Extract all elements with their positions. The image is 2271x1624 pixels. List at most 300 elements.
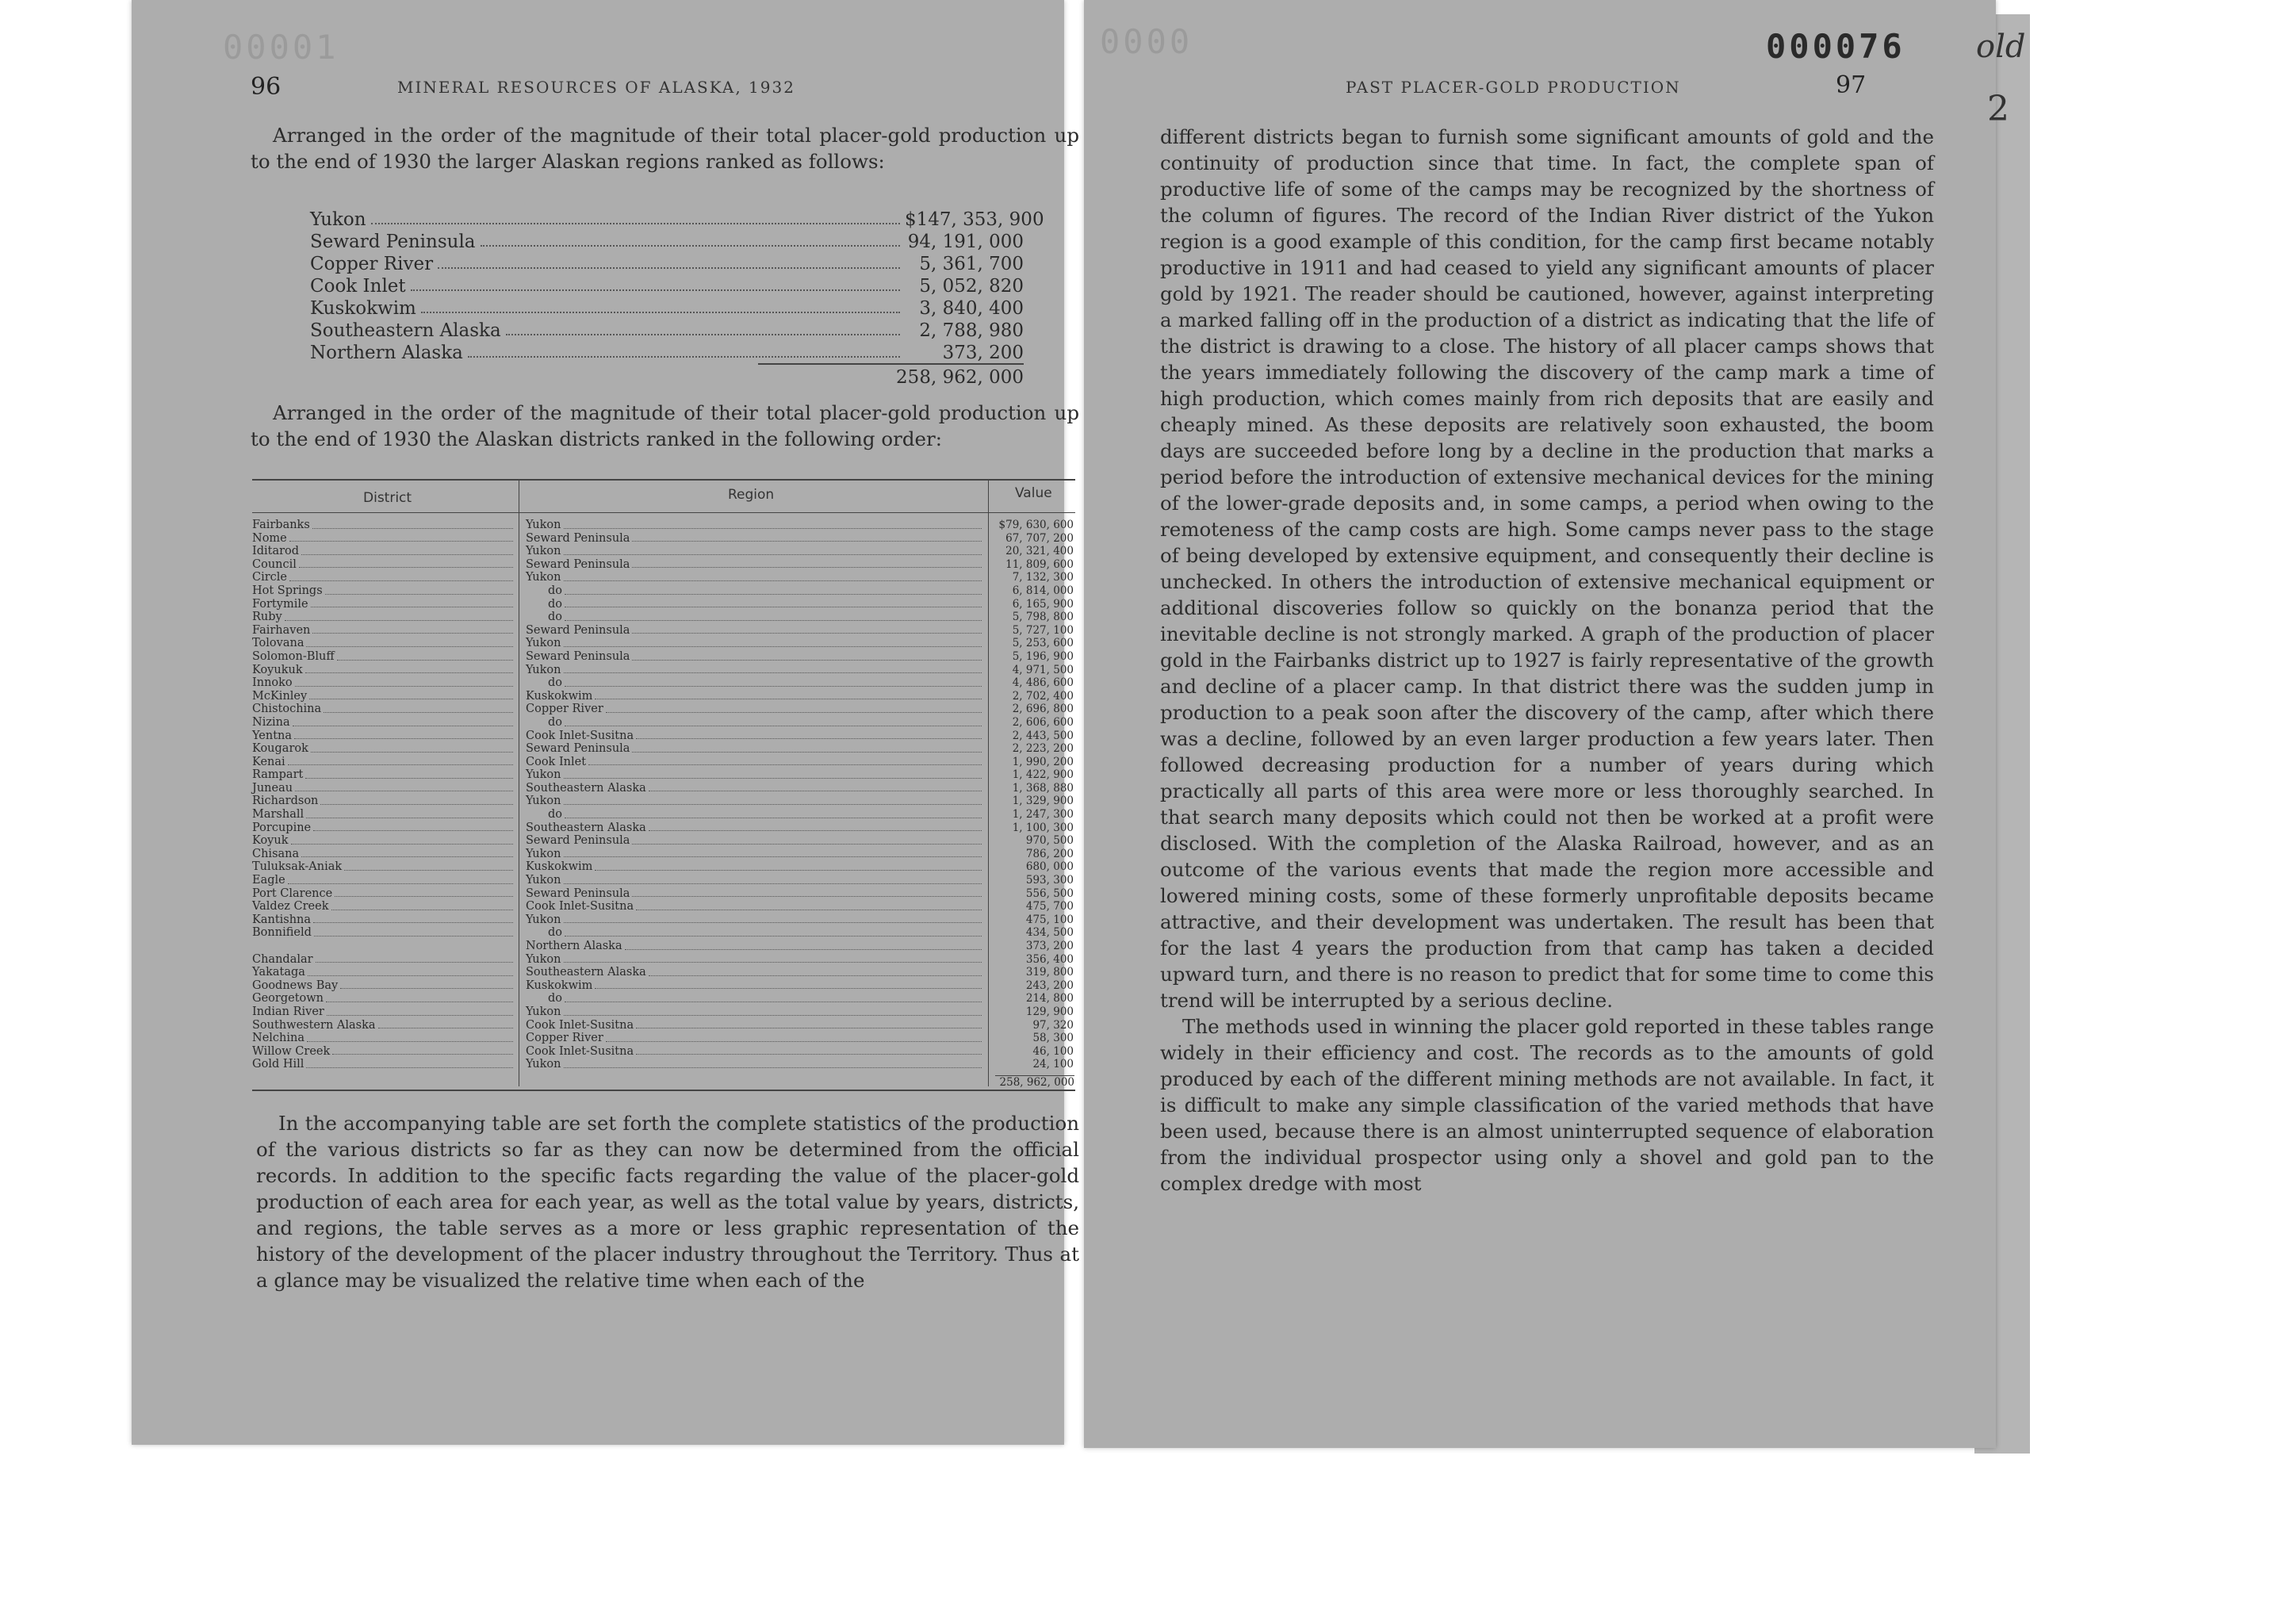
region-value: 5, 052, 820 bbox=[919, 276, 1024, 297]
leader-dots bbox=[636, 1045, 982, 1055]
region-column bbox=[526, 519, 984, 1071]
value-cell bbox=[991, 637, 1074, 650]
leader-dots bbox=[606, 703, 982, 713]
district-cell bbox=[252, 690, 515, 703]
leader-dots bbox=[293, 716, 513, 726]
value-text: 970, 500 bbox=[1025, 834, 1074, 848]
district-cell bbox=[252, 926, 515, 940]
district-text: Nelchina bbox=[252, 1032, 304, 1045]
region-text: Yukon bbox=[526, 1005, 561, 1018]
district-cell bbox=[252, 822, 515, 835]
value-cell bbox=[991, 822, 1074, 835]
region-cell bbox=[526, 953, 984, 967]
district-cell bbox=[252, 848, 515, 861]
region-text: Yukon bbox=[526, 913, 561, 926]
district-text: Chisana bbox=[252, 847, 300, 860]
closing-paragraph-text: In the accompanying table are set forth the complete statistics of the production of the various districts so far as they can now be determined from the official records. In addition to the specific facts regarding the value of the placer-gold production of each area for each year, as well as the total value by years, districts, and regions, the table serves as a more or less graphic representation of the history of the development of the placer industry throughout the Territory. Thus at a glance may be visualized the relative time when each of the bbox=[256, 1112, 1079, 1292]
leader-dots bbox=[313, 822, 513, 832]
leader-dots bbox=[564, 953, 982, 963]
leader-dots bbox=[506, 334, 900, 335]
value-cell bbox=[991, 676, 1074, 690]
value-cell bbox=[991, 914, 1074, 927]
district-cell bbox=[252, 558, 515, 572]
leader-dots bbox=[306, 808, 513, 818]
leader-dots bbox=[288, 756, 513, 766]
value-cell bbox=[991, 940, 1074, 953]
region-cell bbox=[526, 650, 984, 664]
district-cell bbox=[252, 914, 515, 927]
region-rank-row bbox=[310, 274, 1024, 297]
leader-dots bbox=[565, 808, 982, 818]
value-cell bbox=[991, 1058, 1074, 1071]
leader-dots bbox=[649, 966, 982, 976]
value-cell bbox=[991, 860, 1074, 874]
leader-dots bbox=[632, 650, 982, 661]
region-name: Southeastern Alaska bbox=[310, 320, 501, 341]
leader-dots bbox=[564, 914, 982, 924]
district-cell bbox=[252, 1058, 515, 1071]
district-cell bbox=[252, 1032, 515, 1045]
district-cell bbox=[252, 519, 515, 532]
leader-dots bbox=[306, 637, 513, 647]
region-cell bbox=[526, 519, 984, 532]
value-cell bbox=[991, 887, 1074, 901]
district-text: Innoko bbox=[252, 676, 293, 690]
value-column bbox=[991, 519, 1074, 1071]
district-text: Yentna bbox=[252, 729, 293, 742]
leader-dots bbox=[307, 1032, 513, 1042]
value-text: 1, 422, 900 bbox=[1012, 768, 1074, 782]
region-text: Seward Peninsula bbox=[526, 742, 630, 756]
value-text: $79, 630, 600 bbox=[998, 519, 1074, 531]
region-cell bbox=[526, 1032, 984, 1045]
region-cell bbox=[526, 887, 984, 901]
region-rank-row bbox=[310, 319, 1024, 341]
value-text: 6, 814, 000 bbox=[1012, 584, 1074, 597]
leader-dots bbox=[565, 611, 982, 621]
value-cell bbox=[991, 1005, 1074, 1019]
value-cell bbox=[991, 584, 1074, 598]
region-cell bbox=[526, 834, 984, 848]
leader-dots bbox=[291, 834, 514, 845]
value-text: 786, 200 bbox=[1025, 847, 1074, 860]
region-rank-row bbox=[310, 208, 1044, 230]
leader-dots bbox=[411, 289, 900, 291]
district-text: Yakataga bbox=[252, 966, 305, 979]
district-cell bbox=[252, 782, 515, 795]
district-cell bbox=[252, 571, 515, 584]
region-value: $147, 353, 900 bbox=[905, 209, 1044, 230]
district-cell bbox=[252, 598, 515, 611]
district-text: Bonnifield bbox=[252, 926, 312, 940]
region-cell bbox=[526, 1019, 984, 1032]
leader-dots bbox=[313, 914, 513, 924]
district-text: Tolovana bbox=[252, 637, 304, 650]
region-name: Cook Inlet bbox=[310, 276, 406, 297]
region-text: Seward Peninsula bbox=[526, 623, 630, 637]
district-text: Willow Creek bbox=[252, 1044, 331, 1058]
district-cell bbox=[252, 532, 515, 546]
value-text: 1, 990, 200 bbox=[1012, 755, 1074, 768]
district-text: Fortymile bbox=[252, 597, 308, 611]
leader-dots bbox=[564, 1058, 982, 1068]
value-cell bbox=[991, 650, 1074, 664]
district-cell bbox=[252, 756, 515, 769]
region-text: Southeastern Alaska bbox=[526, 966, 646, 979]
leader-dots bbox=[314, 926, 513, 936]
leader-dots bbox=[565, 992, 982, 1002]
leader-dots bbox=[320, 795, 513, 805]
region-text: Kuskokwim bbox=[526, 979, 593, 992]
leader-dots bbox=[606, 1032, 982, 1042]
running-head: PAST PLACER-GOLD PRODUCTION bbox=[1346, 78, 1681, 97]
region-value: 2, 788, 980 bbox=[919, 320, 1024, 341]
district-cell bbox=[252, 545, 515, 558]
value-text: 6, 165, 900 bbox=[1012, 597, 1074, 611]
district-cell bbox=[252, 676, 515, 690]
region-cell bbox=[526, 808, 984, 822]
leader-dots bbox=[299, 558, 513, 569]
value-cell bbox=[991, 730, 1074, 743]
leader-dots bbox=[324, 703, 513, 713]
leader-dots bbox=[632, 624, 982, 634]
region-text: Kuskokwim bbox=[526, 689, 593, 703]
leader-dots bbox=[311, 742, 513, 753]
region-text: Northern Alaska bbox=[526, 940, 622, 952]
regions-intro bbox=[251, 122, 1079, 174]
regions-ranking-list bbox=[310, 208, 1044, 363]
district-header: District bbox=[363, 490, 412, 506]
region-text: Seward Peninsula bbox=[526, 649, 630, 663]
leader-dots bbox=[564, 848, 982, 858]
value-text: 1, 247, 300 bbox=[1012, 808, 1074, 822]
leader-dots bbox=[595, 979, 982, 990]
district-text: Eagle bbox=[252, 874, 285, 887]
value-text: 593, 300 bbox=[1025, 874, 1074, 887]
leader-dots bbox=[340, 979, 513, 990]
value-text: 556, 500 bbox=[1025, 887, 1074, 900]
leader-dots bbox=[565, 676, 982, 687]
leader-dots bbox=[564, 519, 982, 529]
district-text: Ruby bbox=[252, 611, 282, 624]
table-total: 258, 962, 000 bbox=[995, 1075, 1074, 1089]
region-text: Cook Inlet bbox=[526, 755, 587, 768]
leader-dots bbox=[564, 545, 982, 555]
value-text: 243, 200 bbox=[1025, 979, 1074, 992]
region-text: Cook Inlet-Susitna bbox=[526, 1018, 634, 1032]
regions-intro-text: Arranged in the order of the magnitude of their total placer-gold production up to the end of 1930 the larger Alaskan regions ranked as follows: bbox=[251, 124, 1079, 173]
leader-dots bbox=[649, 822, 982, 832]
value-text: 67, 707, 200 bbox=[1005, 531, 1074, 545]
value-cell bbox=[991, 808, 1074, 822]
district-text: Hot Springs bbox=[252, 584, 323, 597]
region-cell bbox=[526, 822, 984, 835]
region-text: Seward Peninsula bbox=[526, 887, 630, 900]
value-cell bbox=[991, 703, 1074, 716]
paragraph-1: different districts began to furnish some significant amounts of gold and the continuity of production since that time. In fact, the complete span of productive life of some of the camps may be recognized by the shortness of the column of figures. The record of the Indian River district of the Yukon region is a good example of this condition, for the camp first became notably productive in 1911 and had ceased to yield any significant amounts of placer gold by 1921. The reader should be cautioned, however, against interpreting a marked falling off in the production of a district as indicating that the life of the district is drawing to a close. The history of all placer camps shows that the years immediately following the discovery of the camp mark a time of high production, which comes mainly from rich deposits that are easily and cheaply mined. As these deposits are relatively soon exhausted, the boom days are succeeded before long by a decline in the production that marks a period before the introduction of extensive mechanical devices for the mining of the lower-grade deposits and, in some camps, a period when owing to the remoteness of the camp costs are high. Some camps never pass to the stage of being developed by extensive equipment, and consequently their decline is unchecked. In others the introduction of extensive mechanical equipment or additional discoveries follow so quickly on the bonanza period that the inevitable decline is not strongly marked. A graph of the production of placer gold in the Fairbanks district up to 1927 is fairly representative of the growth and decline of a placer camp. In that district there was the sudden jump in production to a peak soon after the discovery of the camp, after which there was a decline, followed by an even larger production a few years later. Then followed decreasing production for a number of years during which practically all parts of this area were more or less thoroughly searched. In that search many deposits which could not then be worked at a profit were disclosed. With the completion of the Alaska Railroad, however, and as an outcome of the various events that made the region more accessible and lowered mining costs, some of these formerly unprofitable deposits became attractive, and their development was undertaken. The result has been that for the last 4 years the production from that camp has taken a decided upward turn, and there is no reason to predict that for some time to come this trend will be interrupted by a serious decline. bbox=[1160, 125, 1934, 1012]
value-text: 1, 368, 880 bbox=[1012, 781, 1074, 795]
district-cell bbox=[252, 703, 515, 716]
page-stamp: 000076 bbox=[1766, 27, 1905, 66]
region-cell bbox=[526, 703, 984, 716]
leader-dots bbox=[632, 558, 982, 569]
leader-dots bbox=[331, 900, 513, 910]
value-cell bbox=[991, 664, 1074, 677]
region-cell bbox=[526, 624, 984, 638]
value-text: 97, 320 bbox=[1032, 1018, 1074, 1032]
region-rank-row bbox=[310, 297, 1024, 319]
value-cell bbox=[991, 992, 1074, 1005]
value-header: Value bbox=[1015, 485, 1052, 501]
value-text: 475, 100 bbox=[1025, 913, 1074, 926]
leader-dots bbox=[295, 782, 513, 792]
value-text: 1, 100, 300 bbox=[1012, 821, 1074, 834]
region-cell bbox=[526, 1058, 984, 1071]
value-cell bbox=[991, 1045, 1074, 1059]
region-rank-row bbox=[310, 252, 1024, 274]
district-text: Southwestern Alaska bbox=[252, 1018, 376, 1032]
region-rank-row bbox=[310, 341, 1024, 363]
region-text: Yukon bbox=[526, 1058, 561, 1071]
leader-dots bbox=[326, 992, 513, 1002]
region-cell bbox=[526, 611, 984, 624]
value-cell bbox=[991, 532, 1074, 546]
leader-dots bbox=[564, 571, 982, 581]
leader-dots bbox=[564, 664, 982, 674]
districts-table bbox=[252, 479, 1075, 1090]
district-text: Richardson bbox=[252, 795, 319, 808]
margin-handwriting: old bbox=[1976, 29, 2026, 65]
district-cell bbox=[252, 900, 515, 914]
district-cell bbox=[252, 808, 515, 822]
value-text: 7, 132, 300 bbox=[1012, 571, 1074, 584]
district-cell bbox=[252, 716, 515, 730]
value-cell bbox=[991, 571, 1074, 584]
leader-dots bbox=[311, 598, 513, 608]
value-text: 5, 727, 100 bbox=[1012, 623, 1074, 637]
value-text: 356, 400 bbox=[1025, 952, 1074, 966]
leader-dots bbox=[564, 874, 982, 884]
leader-dots bbox=[595, 690, 982, 700]
region-cell bbox=[526, 992, 984, 1005]
value-cell bbox=[991, 756, 1074, 769]
leader-dots bbox=[468, 356, 900, 358]
faint-page-stamp: 0000 bbox=[1100, 22, 1193, 61]
district-text: Indian River bbox=[252, 1005, 324, 1018]
district-cell bbox=[252, 742, 515, 756]
value-text: 46, 100 bbox=[1032, 1044, 1074, 1058]
leader-dots bbox=[337, 650, 513, 661]
leader-dots bbox=[588, 756, 982, 766]
district-text: Nome bbox=[252, 531, 287, 545]
value-cell bbox=[991, 953, 1074, 967]
running-head: MINERAL RESOURCES OF ALASKA, 1932 bbox=[397, 78, 795, 97]
region-text: Cook Inlet-Susitna bbox=[526, 1044, 634, 1058]
region-cell bbox=[526, 690, 984, 703]
value-text: 1, 329, 900 bbox=[1012, 795, 1074, 808]
district-text: Georgetown bbox=[252, 992, 324, 1005]
value-cell bbox=[991, 690, 1074, 703]
value-text: 2, 606, 600 bbox=[1012, 715, 1074, 729]
region-text: do bbox=[548, 992, 563, 1005]
value-text: 5, 253, 600 bbox=[1012, 637, 1074, 650]
region-cell bbox=[526, 676, 984, 690]
leader-dots bbox=[565, 926, 982, 936]
district-text: Valdez Creek bbox=[252, 900, 329, 914]
region-value: 3, 840, 400 bbox=[919, 298, 1024, 319]
district-cell bbox=[252, 979, 515, 993]
district-text: Porcupine bbox=[252, 821, 312, 834]
value-cell bbox=[991, 611, 1074, 624]
leader-dots bbox=[595, 860, 982, 871]
region-text: Seward Peninsula bbox=[526, 834, 630, 848]
leader-dots bbox=[312, 624, 513, 634]
leader-dots bbox=[565, 716, 982, 726]
region-cell bbox=[526, 914, 984, 927]
region-name: Copper River bbox=[310, 254, 434, 274]
region-text: Seward Peninsula bbox=[526, 557, 630, 571]
districts-intro-text: Arranged in the order of the magnitude of their total placer-gold production up to the end of 1930 the Alaskan districts ranked in the following order: bbox=[251, 401, 1079, 450]
region-cell bbox=[526, 874, 984, 887]
region-text: do bbox=[548, 611, 563, 624]
leader-dots bbox=[301, 848, 513, 858]
page-number: 96 bbox=[251, 73, 281, 101]
region-cell bbox=[526, 637, 984, 650]
leader-dots bbox=[625, 940, 982, 950]
value-cell bbox=[991, 519, 1074, 532]
value-cell bbox=[991, 768, 1074, 782]
region-text: Yukon bbox=[526, 768, 561, 782]
district-text: Kenai bbox=[252, 755, 285, 768]
district-text: McKinley bbox=[252, 689, 308, 703]
region-name: Northern Alaska bbox=[310, 343, 463, 363]
leader-dots bbox=[632, 887, 982, 898]
main-text bbox=[1160, 124, 1934, 1197]
leader-dots bbox=[565, 598, 982, 608]
value-cell bbox=[991, 1019, 1074, 1032]
district-text: Gold Hill bbox=[252, 1058, 304, 1071]
leader-dots bbox=[564, 1005, 982, 1016]
leader-dots bbox=[305, 664, 513, 674]
region-cell bbox=[526, 532, 984, 546]
region-text: Kuskokwim bbox=[526, 860, 593, 874]
leader-dots bbox=[632, 532, 982, 542]
district-text: Council bbox=[252, 557, 297, 571]
region-cell bbox=[526, 742, 984, 756]
region-cell bbox=[526, 756, 984, 769]
value-text: 5, 196, 900 bbox=[1012, 649, 1074, 663]
value-cell bbox=[991, 545, 1074, 558]
value-cell bbox=[991, 624, 1074, 638]
value-text: 475, 700 bbox=[1025, 900, 1074, 914]
region-text: Yukon bbox=[526, 519, 561, 531]
districts-intro bbox=[251, 400, 1079, 452]
value-cell bbox=[991, 926, 1074, 940]
leader-dots bbox=[285, 611, 513, 621]
district-cell bbox=[252, 664, 515, 677]
leader-dots bbox=[289, 571, 513, 581]
page-number: 97 bbox=[1836, 71, 1867, 99]
leader-dots bbox=[421, 312, 900, 313]
district-text: Solomon-Bluff bbox=[252, 649, 335, 663]
value-text: 4, 486, 600 bbox=[1012, 676, 1074, 690]
district-cell bbox=[252, 795, 515, 808]
district-cell bbox=[252, 992, 515, 1005]
value-cell bbox=[991, 716, 1074, 730]
region-cell bbox=[526, 584, 984, 598]
region-text: Southeastern Alaska bbox=[526, 781, 646, 795]
district-text: Fairbanks bbox=[252, 519, 310, 531]
value-text: 4, 971, 500 bbox=[1012, 663, 1074, 676]
leader-dots bbox=[344, 860, 513, 871]
region-text: Yukon bbox=[526, 952, 561, 966]
region-value: 373, 200 bbox=[942, 343, 1024, 363]
leader-dots bbox=[312, 519, 513, 529]
leader-dots bbox=[564, 768, 982, 779]
district-cell bbox=[252, 624, 515, 638]
leader-dots bbox=[438, 267, 900, 269]
district-cell bbox=[252, 768, 515, 782]
district-cell bbox=[252, 874, 515, 887]
district-text: Kougarok bbox=[252, 742, 308, 756]
leader-dots bbox=[294, 730, 513, 740]
region-cell bbox=[526, 545, 984, 558]
leader-dots bbox=[325, 584, 513, 595]
district-cell bbox=[252, 1019, 515, 1032]
region-text: Copper River bbox=[526, 1032, 603, 1045]
region-cell bbox=[526, 571, 984, 584]
region-text: Yukon bbox=[526, 571, 561, 584]
region-cell bbox=[526, 730, 984, 743]
leader-dots bbox=[481, 245, 900, 247]
region-name: Seward Peninsula bbox=[310, 232, 476, 252]
region-text: Cook Inlet-Susitna bbox=[526, 729, 634, 742]
leader-dots bbox=[636, 900, 982, 910]
region-text: Yukon bbox=[526, 795, 561, 808]
value-cell bbox=[991, 558, 1074, 572]
region-cell bbox=[526, 979, 984, 993]
district-cell bbox=[252, 611, 515, 624]
district-text: Goodnews Bay bbox=[252, 979, 339, 992]
leader-dots bbox=[309, 690, 513, 700]
district-cell bbox=[252, 834, 515, 848]
value-text: 2, 696, 800 bbox=[1012, 703, 1074, 716]
region-text: Yukon bbox=[526, 874, 561, 887]
region-text: Copper River bbox=[526, 703, 603, 716]
district-cell bbox=[252, 887, 515, 901]
region-cell bbox=[526, 900, 984, 914]
region-cell bbox=[526, 782, 984, 795]
value-cell bbox=[991, 848, 1074, 861]
value-text: 11, 809, 600 bbox=[1005, 557, 1074, 571]
leader-dots bbox=[327, 1005, 513, 1016]
district-text: Tuluksak-Aniak bbox=[252, 860, 343, 874]
value-text: 20, 321, 400 bbox=[1005, 545, 1074, 558]
value-cell bbox=[991, 1032, 1074, 1045]
value-cell bbox=[991, 795, 1074, 808]
district-text: Circle bbox=[252, 571, 288, 584]
leader-dots bbox=[371, 223, 900, 224]
region-text: Seward Peninsula bbox=[526, 531, 630, 545]
region-cell bbox=[526, 1045, 984, 1059]
value-text: 373, 200 bbox=[1025, 940, 1074, 952]
region-cell bbox=[526, 768, 984, 782]
leader-dots bbox=[564, 637, 982, 647]
district-text: Koyuk bbox=[252, 834, 289, 848]
district-cell bbox=[252, 650, 515, 664]
region-text: do bbox=[548, 584, 563, 597]
district-text: Juneau bbox=[252, 781, 293, 795]
